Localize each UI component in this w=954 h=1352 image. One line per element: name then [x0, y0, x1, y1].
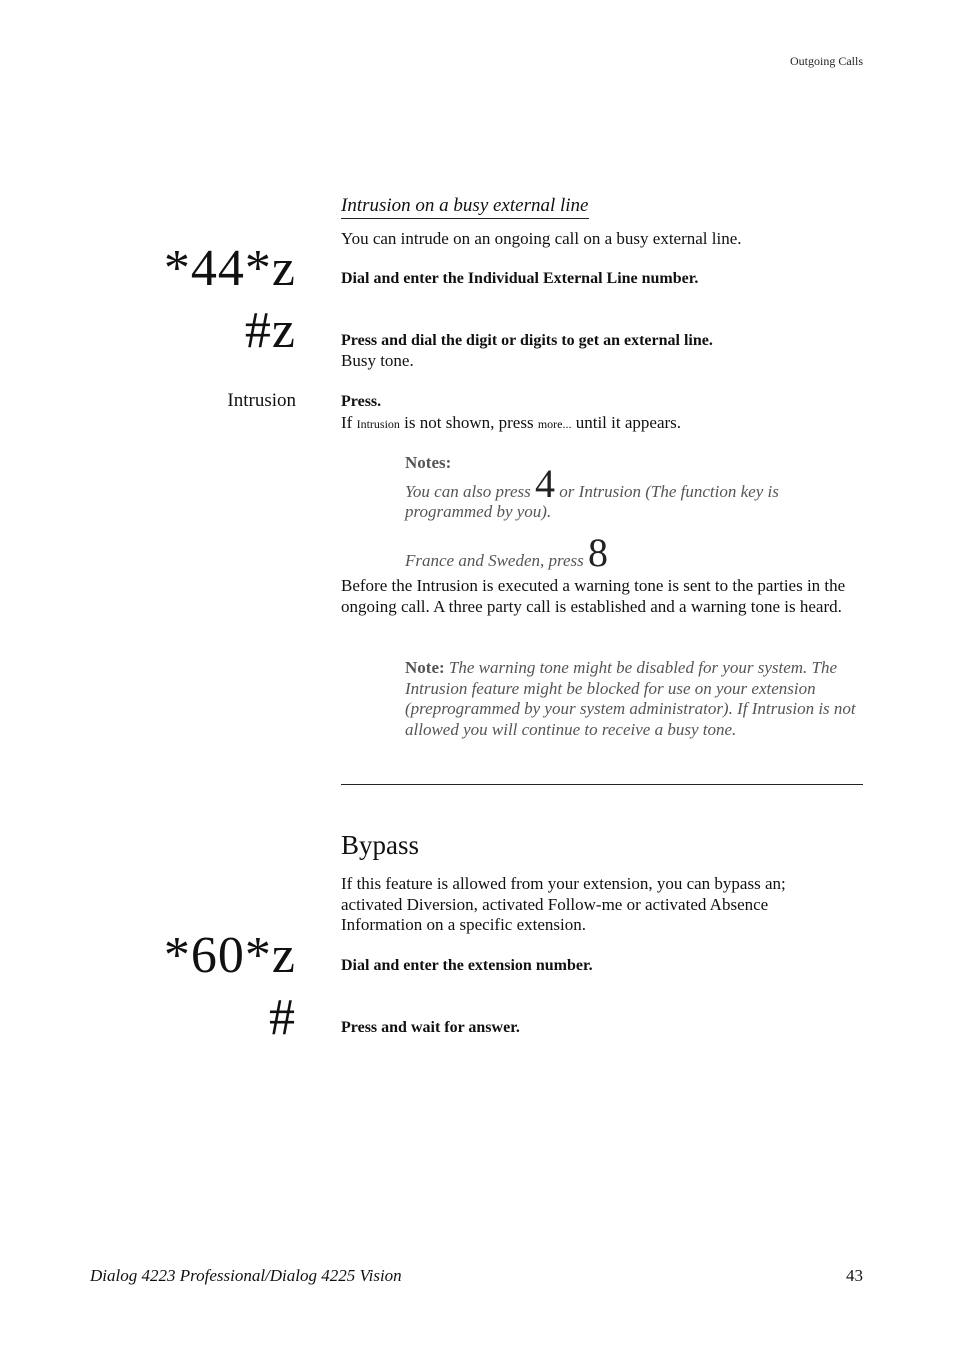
section-divider: [341, 784, 863, 785]
notes-heading: Notes:: [405, 453, 452, 472]
key-digit-8: 8: [588, 529, 609, 575]
hint-middle: is not shown, press: [404, 413, 534, 432]
key-digit-4: 4: [535, 460, 556, 506]
intrusion-softkey-label: Intrusion: [227, 390, 296, 411]
warning-tone-paragraph: Before the Intrusion is executed a warning tone is sent to the parties in the ongoing call. A three party call is established and a warning tone is heard.: [341, 576, 846, 616]
note-line-1-a: You can also press: [405, 481, 531, 501]
step-dial-individual-line: Dial and enter the Individual External Line number.: [341, 270, 699, 287]
key-hash: #: [269, 989, 296, 1046]
step-wait-answer: Press and wait for answer.: [341, 1019, 520, 1036]
step-press-hint: [341, 413, 863, 435]
note-line-2-a: France and Sweden, press: [405, 550, 584, 570]
key-sequence-intrusion: *44*z: [163, 240, 296, 297]
note-line-2: [405, 529, 865, 575]
step-press: Press.: [341, 393, 382, 410]
section-title-bypass: Bypass: [341, 830, 420, 860]
hint-softkey-intrusion: Intrusion: [356, 417, 400, 431]
bypass-intro: If this feature is allowed from your extension, you can bypass an; activated Diversion, activated Follow-me or activated Absence Information on a specific extension.: [341, 874, 786, 934]
footer-product-name: Dialog 4223 Professional/Dialog 4225 Vision: [90, 1266, 402, 1285]
key-sequence-hash: #z: [244, 302, 296, 359]
hint-softkey-more: more...: [537, 417, 572, 431]
busy-tone-result: Busy tone.: [341, 351, 414, 370]
note-warning-heading: Note:: [405, 658, 445, 677]
hint-if: If: [341, 413, 353, 432]
intrusion-intro: You can intrude on an ongoing call on a busy external line.: [341, 229, 742, 248]
note-warning-box: [405, 658, 865, 740]
section-title-intrusion: Intrusion on a busy external line: [341, 194, 589, 219]
notes-box: [405, 453, 865, 575]
note-warning-text: The warning tone might be disabled for your system. The Intrusion feature might be blocked for use on your extension (preprogrammed by your system administrator). If Intrusion is not allowed you will continue to receive a busy tone.: [405, 658, 856, 739]
running-header: Outgoing Calls: [789, 54, 863, 68]
step-dial-extension: Dial and enter the extension number.: [341, 957, 593, 974]
step-dial-external-line: Press and dial the digit or digits to get an external line.: [341, 332, 713, 349]
key-sequence-bypass: *60*z: [163, 927, 296, 984]
hint-end: until it appears.: [575, 413, 682, 432]
note-line-1-b: or Intrusion (The function key is programmed by you).: [405, 481, 779, 521]
page-number: 43: [846, 1266, 863, 1285]
